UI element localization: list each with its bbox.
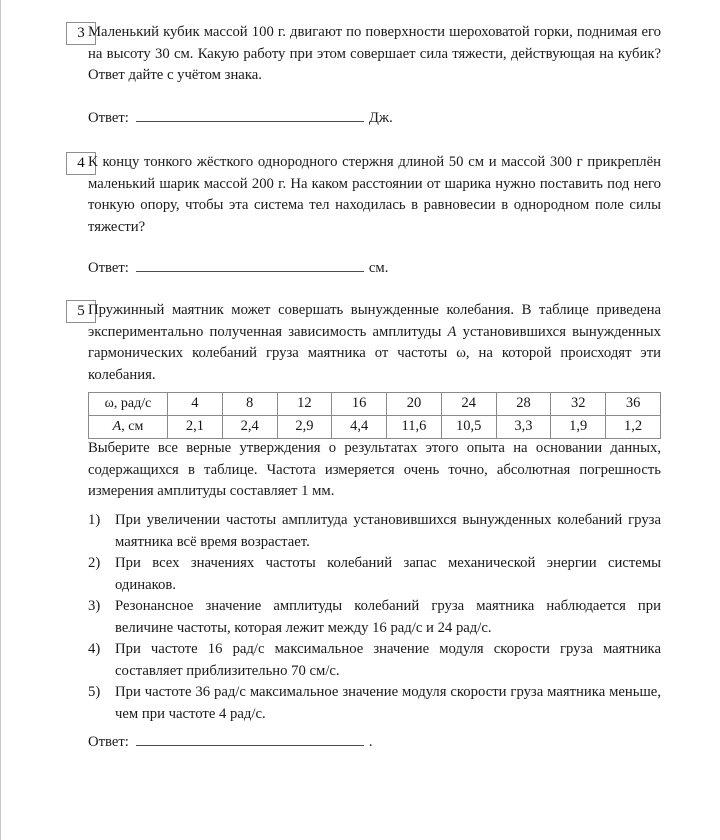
table-row-amplitude [89, 416, 661, 439]
table-cell-omega-3: 16 [332, 393, 387, 416]
task-3-statement: Маленький кубик массой 100 г. двигают по поверхности шероховатой горки, поднимая его на высоту 30 см. Какую работу при этом совершает сила тяжести, действующая на кубик? Ответ дайте с учётом знака. [88, 24, 661, 83]
amplitude-unit: , см [121, 419, 144, 434]
task-4-answer-label: Ответ: [88, 260, 129, 276]
task-3-number-box: 3 [66, 22, 96, 45]
statement-text-2: При всех значениях частоты колебаний запас механической энергии системы одинаков. [115, 555, 661, 593]
task-5-body [88, 300, 661, 386]
table-cell-omega-0: 4 [168, 393, 223, 416]
table-cell-amplitude-4: 11,6 [387, 416, 442, 439]
table-row-omega [89, 393, 661, 416]
statement-item-3 [88, 596, 661, 639]
task-4-number-box: 4 [66, 152, 96, 175]
task-5-answer-input[interactable] [136, 732, 364, 746]
task-5-after-table-body [88, 438, 661, 503]
table-cell-omega-6: 28 [496, 393, 551, 416]
task-5-statement-list [88, 510, 661, 725]
table-cell-omega-4: 20 [387, 393, 442, 416]
task-4-statement: К концу тонкого жёсткого однородного стержня длиной 50 см и массой 300 г прикреплён маленький шарик массой 200 г. На каком расстоянии от шарика нужно поставить под него тонкую опору, чтобы эта система тел находилась в равновесии в однородном поле силы тяжести? [88, 154, 661, 235]
task-5-intro [88, 300, 661, 386]
task-5-after-table: Выберите все верные утверждения о результатах этого опыта на основании данных, содержащихся в таблице. Частота измеряется очень точно, абсолютная погрешность измерения амплитуды составляет 1 мм. [88, 440, 661, 499]
task-3-answer-input[interactable] [136, 108, 364, 122]
table-cell-omega-7: 32 [551, 393, 606, 416]
amplitude-symbol: A [112, 419, 122, 434]
task-5-answer-label: Ответ: [88, 734, 129, 750]
table-cell-amplitude-2: 2,9 [277, 416, 332, 439]
task-3-body [88, 22, 661, 87]
task-5-answer-row [88, 732, 373, 752]
table-cell-omega-8: 36 [606, 393, 661, 416]
table-cell-omega-1: 8 [222, 393, 277, 416]
statement-item-4 [88, 639, 661, 682]
omega-symbol: ω [104, 396, 114, 411]
table-cell-omega-5: 24 [441, 393, 496, 416]
task-4-body [88, 152, 661, 238]
task-5-intro-part1: Пружинный маятник может совершать вынужденные колебания. В таблице приведена экспериментально полученная зависимость амплитуды [88, 302, 661, 340]
task-5-intro-variable-a: A [447, 323, 457, 340]
task-5-number-box: 5 [66, 300, 96, 323]
statement-marker-3: 3) [88, 598, 101, 614]
statement-text-4: При частоте 16 рад/с максимальное значение модуля скорости груза маятника составляет приблизительно 70 см/с. [115, 641, 661, 679]
table-cell-amplitude-7: 1,9 [551, 416, 606, 439]
table-cell-amplitude-0: 2,1 [168, 416, 223, 439]
statement-marker-1: 1) [88, 512, 101, 528]
table-cell-amplitude-5: 10,5 [441, 416, 496, 439]
statement-text-5: При частоте 36 рад/с максимальное значение модуля скорости груза маятника меньше, чем при частоте 4 рад/с. [115, 684, 661, 722]
statement-marker-5: 5) [88, 684, 101, 700]
task-5-intro-part2: установившихся вынужденных гармонических колебаний груза маятника от частоты ω, на которой происходят эти колебания. [88, 323, 661, 383]
table-cell-omega-2: 12 [277, 393, 332, 416]
table-cell-amplitude-6: 3,3 [496, 416, 551, 439]
statement-item-1 [88, 510, 661, 553]
task-5-answer-unit: . [368, 734, 373, 750]
statement-text-1: При увеличении частоты амплитуда установившихся вынужденных колебаний груза маятника всё время возрастает. [115, 512, 661, 550]
task-4-answer-row [88, 258, 388, 278]
task-3-answer-row [88, 108, 393, 128]
task-3-answer-unit: Дж. [368, 110, 393, 126]
amplitude-frequency-table [88, 392, 661, 439]
table-cell-amplitude-3: 4,4 [332, 416, 387, 439]
statement-text-3: Резонансное значение амплитуды колебаний груза маятника наблюдается при величине частоты, которая лежит между 16 рад/с и 24 рад/с. [115, 598, 661, 636]
table-cell-amplitude-1: 2,4 [222, 416, 277, 439]
statement-item-2 [88, 553, 661, 596]
task-4-answer-unit: см. [368, 260, 389, 276]
statement-marker-2: 2) [88, 555, 101, 571]
statement-marker-4: 4) [88, 641, 101, 657]
table-rowheader-amplitude [89, 416, 168, 439]
task-4-answer-input[interactable] [136, 258, 364, 272]
task-3-answer-label: Ответ: [88, 110, 129, 126]
table-cell-amplitude-8: 1,2 [606, 416, 661, 439]
omega-unit: , рад/с [113, 396, 152, 411]
table-rowheader-omega [89, 393, 168, 416]
statement-item-5 [88, 682, 661, 725]
